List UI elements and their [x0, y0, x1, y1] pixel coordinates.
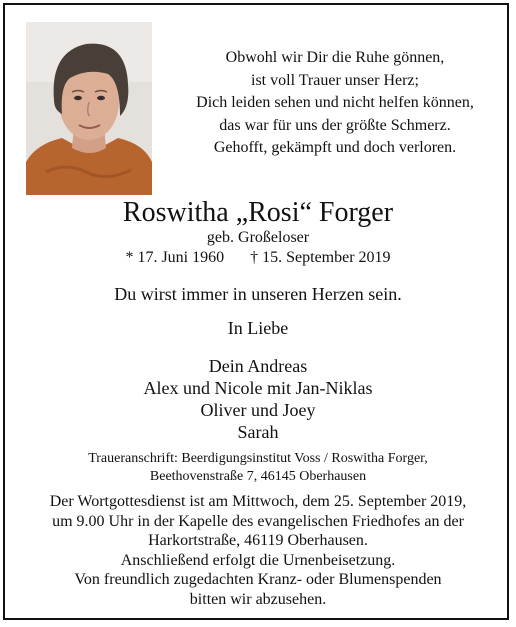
mourner: Alex und Nicole mit Jan-Niklas [143, 378, 373, 398]
service-line: Harkortstraße, 46119 Oberhausen. [148, 532, 368, 549]
mourner: Oliver und Joey [200, 400, 316, 420]
service-line: um 9.00 Uhr in der Kapelle des evangelischen Friedhofes an der [52, 512, 464, 530]
deceased-name: Roswitha „Rosi“ Forger [122, 197, 394, 228]
portrait-photo [26, 22, 152, 195]
service-line: Von freundlich zugedachten Kranz- oder Blumenspenden [74, 571, 442, 588]
service-line: bitten wir abzusehen. [189, 590, 327, 608]
poem-line: Gehofft, gekämpft und doch verloren. [213, 139, 457, 156]
poem-line: Dich leiden sehen und nicht helfen können, [196, 94, 474, 111]
mourning-address [0, 450, 516, 486]
address-line: Beethovenstraße 7, 46145 Oberhausen [149, 469, 367, 484]
poem-line: das war für uns der größte Schmerz. [219, 116, 451, 134]
motto: Du wirst immer in unseren Herzen sein. [114, 284, 402, 304]
poem-line: Obwohl wir Dir die Ruhe gönnen, [225, 49, 445, 66]
mourner: Sarah [237, 422, 279, 442]
birth-name: geb. Großeloser [206, 229, 310, 246]
death-date: † 15. September 2019 [250, 249, 391, 266]
mourner: Dein Andreas [208, 356, 308, 376]
poem-line: ist voll Trauer unser Herz; [251, 71, 419, 89]
mourners-list [0, 355, 516, 443]
service-notice [0, 492, 516, 609]
service-line: Anschließend erfolgt die Urnenbeisetzung. [120, 551, 396, 569]
poem [160, 47, 510, 160]
life-dates [0, 248, 516, 268]
birth-date: * 17. Juni 1960 [125, 249, 225, 266]
service-line: Der Wortgottesdienst ist am Mittwoch, dem 25. September 2019, [49, 493, 467, 510]
in-love-heading: In Liebe [227, 318, 289, 338]
address-line: Traueranschrift: Beerdigungsinstitut Voss / Roswitha Forger, [88, 451, 428, 466]
